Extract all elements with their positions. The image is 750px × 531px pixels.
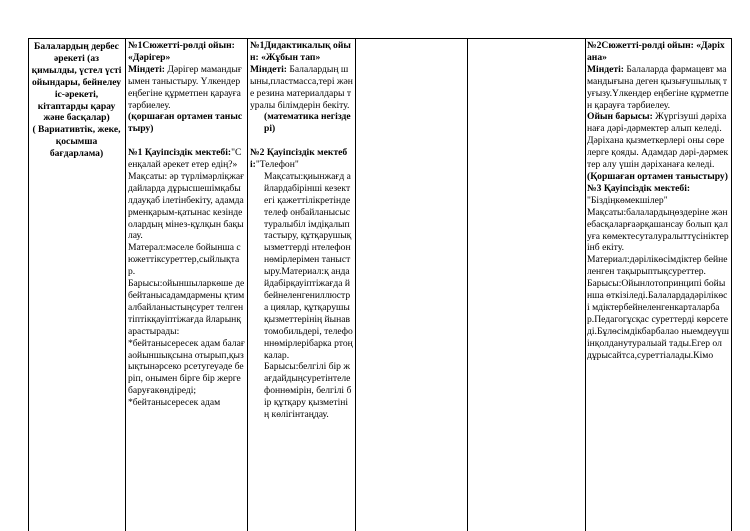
activity-heading: №1Сюжетті-рөлді ойын: «Дәрігер» — [128, 40, 235, 63]
section-title-cell — [29, 39, 124, 531]
process-label: Ойын барысы: — [587, 111, 653, 123]
safety-school-title: "Сенқалай әрекет етер едің?» — [128, 147, 242, 171]
activity-heading: №1Дидактикалық ойын: «Жұбын тап» — [250, 40, 351, 63]
material-text: Матерал:мәселе бойынша сюжеттіксуреттер,сыйлықтар. — [128, 242, 241, 278]
title-line: және басқалар) — [43, 112, 110, 124]
goal-text: Мақсаты:балалардыңөздеріне жәнебасқаларғаәрқашансау болып қалуға көмектесуталуралыттүсініктерінб екіту. — [587, 206, 729, 254]
title-line: кітаптарды қарау — [37, 100, 116, 112]
title-line: іс-әрекеті, — [54, 88, 99, 100]
subject-note: (Қоршаған ортамен таныстыру) — [587, 170, 728, 182]
process-text: Барысы:Ойынлотопринципі бойынша өткізіледі.Балалардадәрілікөсі мдіктербейнеленгенкарталарба р.Педагогұсқас суреттерді көрсетеді.Бұлөсімдікбарбалао ныемдеуүшінқолданутуралыай тады.Егер ол дұрысайтса,суреттіалады.Кімо — [587, 278, 729, 361]
safety-school-label: №2 Қауіпсіздік мектебі: — [250, 147, 348, 171]
safety-school-title: "Телефон" — [255, 159, 299, 171]
list-item: *бейтанысересек адам — [128, 397, 221, 409]
grid-line — [731, 39, 732, 531]
subject-note: (қоршаған ортамен таныстыру) — [128, 111, 243, 135]
title-line: қимылды, үстел үсті — [31, 64, 122, 76]
task-text: Балаларда фармацевт мамандығына деген қызығушылық туғызу.Үлкендер еңбегіне құрметпен қарауға тәрбиелеу. — [587, 63, 729, 111]
process-text: Барысы:ойыншыларкөше дебейтаныcадамдармены қтималбайланыстыңсурет телгентіптікқауіптіжағда йларынқарастырады: — [128, 278, 245, 337]
title-line: бағдарлама) — [49, 148, 104, 160]
process-text: Барысы:белгілі бір жағдайдыңсуретінтеле фоннөмірін, белгілі бір құтқару қызметінің көлігінтаңдау. — [264, 361, 352, 421]
task-text: Балалардың шыны,пластмасса,тері және резина материалдары туралы білімдерін бекіту. — [250, 63, 353, 111]
title-line: әрекеті (аз — [53, 52, 100, 64]
task-text: Дәрігер мамандығымен таныстыру. Үлкендер еңбегіне құрметпен қарауға тәрбиелеу. — [128, 63, 242, 111]
title-line: ойындары, бейнелеу — [31, 76, 122, 88]
material-text: Материал:дәрілікөсімдіктер бейнеленген тақырыптықсуреттер. — [587, 254, 728, 278]
day-cell-1 — [127, 39, 246, 531]
list-item: *бейтанысересек адам балағаойыншықсына отырып,қызықтынәрсеко рсетугеуәде беріп, онымен бірге бір жерге баруғакөндіреді; — [128, 337, 245, 397]
grid-line — [247, 39, 248, 531]
safety-school-label: №1 Қауіпсіздік мектебі: — [128, 147, 232, 159]
safety-school-title: "Біздіңкөмекшілер" — [587, 194, 668, 206]
day-cell-4 — [468, 39, 584, 531]
title-line: Балалардың дербес — [34, 41, 119, 52]
goal-text: Мақсаты:қиынжағд айлардабірінші кезектегі қажеттілікретіндетелеф онбайланыcыстуралыбіл імдіқалыптастыру, құтқарушықызметтерді нтелефоннөмірлерімен таныстыру.Материал:қ андайдабірқауіптіжағда йбейнеленгениллюстра циялар, құтқарушықызметтерінің йынавтомобильдері, телефоннөмірлерібарка ртоңкалар. — [264, 170, 353, 361]
task-label: Міндеті: — [128, 63, 165, 75]
plan-table — [28, 38, 732, 531]
day-cell-3 — [356, 39, 466, 531]
subject-note: (математика негіздері) — [264, 111, 351, 135]
day-cell-5 — [586, 39, 730, 531]
safety-school-label: №3 Қауіпсіздік мектебі: — [587, 182, 691, 194]
task-label: Міндеті: — [587, 63, 624, 75]
title-line: қосымша — [55, 136, 98, 148]
day-cell-2 — [249, 39, 354, 531]
task-label: Міндеті: — [250, 63, 287, 75]
grid-line — [125, 39, 126, 531]
title-line: ( Вариативтік, жеке, — [32, 124, 121, 136]
process-intro-text: Жүргізуші дәріханаға дәрі-дәрмектер алып келеді. Дәріхана қызметкерлері оны сөрелерге қояды. Адамдар дәрі-дәрмектер алу үшін дәріханаға келеді. — [587, 111, 729, 171]
activity-heading: №2Сюжетті-рөлді ойын: «Дәріхана» — [587, 40, 725, 63]
goal-text: Мақсаты: әр түрлімәрліқжағдайларда дұрысшешімқабылдауқаб ілетінбекіту, адамдарменқарым-қатынас кезінде олардың мінез-құлқын бақылау. — [128, 170, 245, 242]
